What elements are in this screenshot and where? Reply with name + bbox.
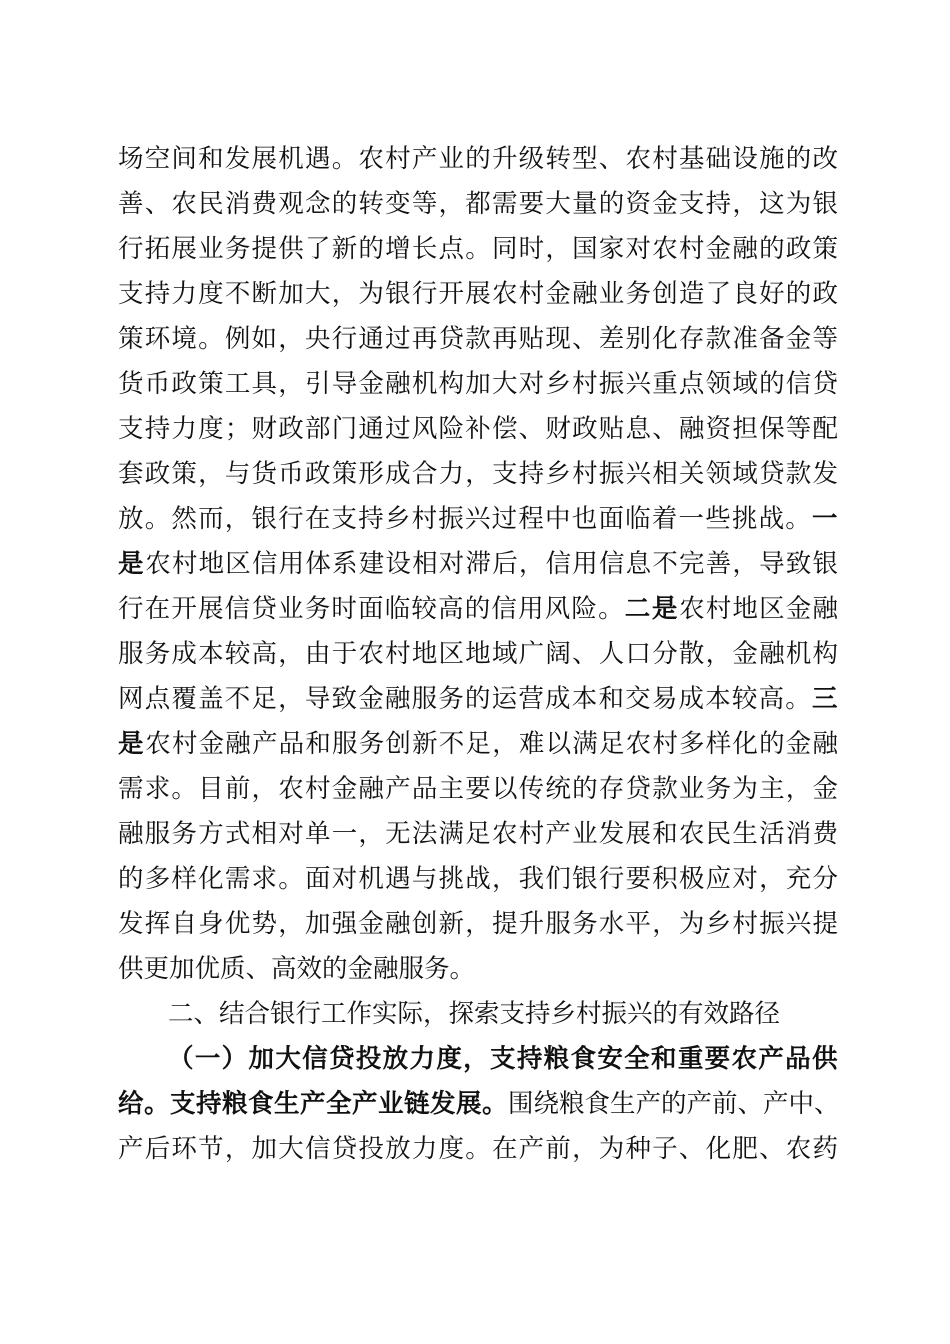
paragraph-line: 产后环节，加大信贷投放力度。在产前，为种子、化肥、农药 [118,1134,838,1164]
bold-marker-two: 二是 [624,594,680,624]
bold-marker-one: 一 [811,504,838,534]
bold-marker-shi: 是 [118,549,146,579]
section-heading: 二、结合银行工作实际，探索支持乡村振兴的有效路径 [168,999,781,1029]
bold-marker-three: 三 [811,684,838,714]
paragraph-line: 货币政策工具，引导金融机构加大对乡村振兴重点领域的信贷 [118,369,838,399]
paragraph-line [118,497,838,541]
line-text: 农村金融产品和服务创新不足，难以满足农村多样化的金融 [145,729,838,759]
paragraph-line: 场空间和发展机遇。农村产业的升级转型、农村基础设施的改 [118,144,838,174]
bold-marker-shi: 是 [118,729,146,759]
paragraph-line: 融服务方式相对单一，无法满足农村产业发展和农民生活消费 [118,819,838,849]
paragraph-line [118,542,838,586]
line-text: 农村地区信用体系建设相对滞后，信用信息不完善，导致银 [145,549,838,579]
paragraph-line [118,1082,838,1126]
paragraph-line: 善、农民消费观念的转变等，都需要大量的资金支持，这为银 [118,189,838,219]
paragraph-line [118,587,838,631]
paragraph-line: 服务成本较高，由于农村地区地域广阔、人口分散，金融机构 [118,639,838,669]
paragraph-line [118,677,838,721]
paragraph-line: 供更加优质、高效的金融服务。 [118,954,476,984]
paragraph-line: 策环境。例如，央行通过再贷款再贴现、差别化存款准备金等 [118,324,838,354]
paragraph-line: 套政策，与货币政策形成合力，支持乡村振兴相关领域贷款发 [118,459,838,489]
paragraph-line: 行拓展业务提供了新的增长点。同时，国家对农村金融的政策 [118,234,838,264]
paragraph-line: 发挥自身优势，加强金融创新，提升服务水平，为乡村振兴提 [118,909,838,939]
bold-lead-sentence: 给。支持粮食生产全产业链发展。 [118,1089,509,1119]
line-text: 网点覆盖不足，导致金融服务的运营成本和交易成本较高。 [118,684,812,714]
paragraph-line: 的多样化需求。面对机遇与挑战，我们银行要积极应对，充分 [118,864,838,894]
subsection-heading: （一）加大信贷投放力度，支持粮食安全和重要农产品供 [168,1044,838,1074]
paragraph-line: 支持力度不断加大，为银行开展农村金融业务创造了良好的政 [118,279,838,309]
paragraph-line [118,722,838,766]
line-text: 围绕粮食生产的产前、产中、 [508,1089,840,1119]
line-text: 农村地区金融 [679,594,838,624]
line-text: 行在开展信贷业务时面临较高的信用风险。 [118,594,625,624]
line-text: 放。然而，银行在支持乡村振兴过程中也面临着一些挑战。 [118,504,812,534]
paragraph-line: 支持力度；财政部门通过风险补偿、财政贴息、融资担保等配 [118,414,838,444]
paragraph-line: 需求。目前，农村金融产品主要以传统的存贷款业务为主，金 [118,774,838,804]
